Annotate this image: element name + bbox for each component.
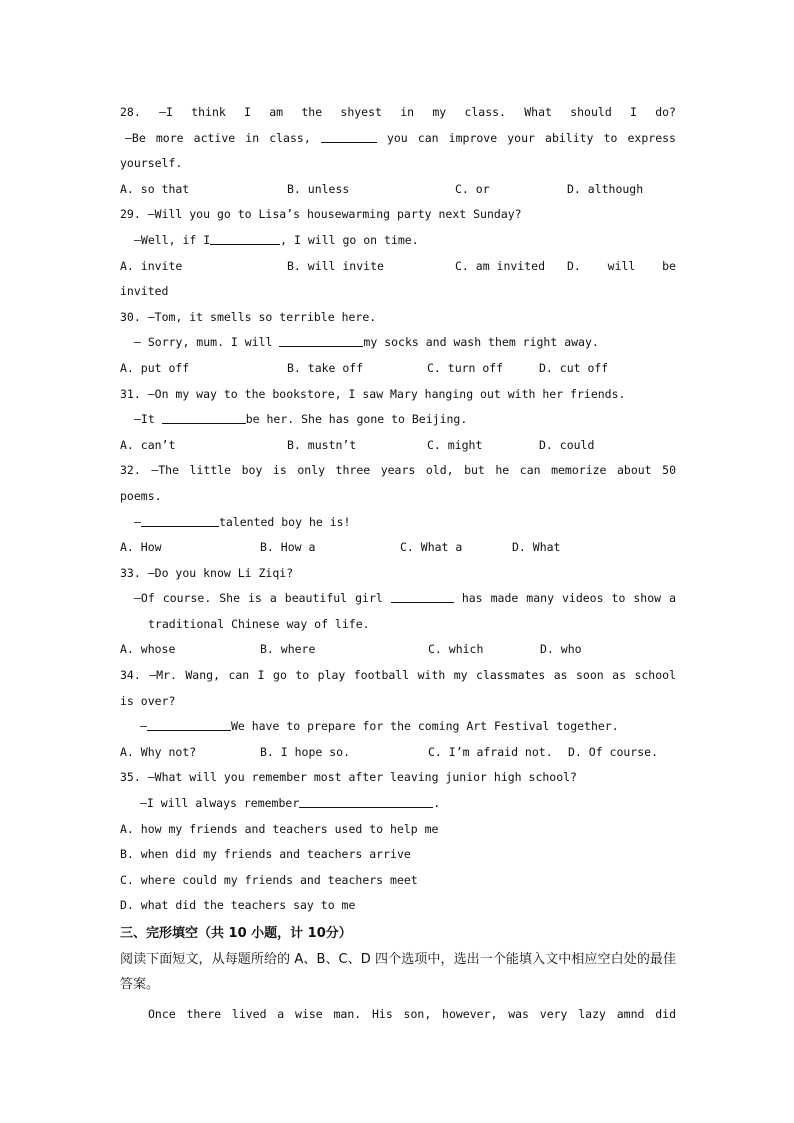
option-c: C. might (427, 437, 483, 452)
option-d: D. Of course. (568, 744, 659, 759)
option-continuation: invited (120, 284, 169, 299)
answer-line: — We have to prepare for the coming Art Festival together. (140, 719, 619, 734)
question-text: —I think I am the shyest in my class. What should I do? (159, 105, 676, 119)
options-row (120, 535, 676, 561)
question-35 (120, 765, 676, 791)
option-a: A. whose (120, 642, 176, 657)
answer-blank (391, 590, 454, 603)
answer-line: —I will always remember . (140, 796, 441, 811)
option-b: B. unless (287, 181, 350, 196)
answer-line: —Of course. She is a beautiful girl has made many videos to show a (134, 591, 676, 606)
answer-blank (210, 232, 280, 245)
option-b: B. will invite (287, 258, 384, 273)
question-text: —Tom, it smells so terrible here. (147, 309, 377, 324)
question-text: —Do you know Li Ziqi? (147, 565, 294, 580)
answer-blank (279, 334, 363, 347)
question-34 (120, 663, 676, 689)
question-number: 31. (120, 386, 141, 401)
question-30 (120, 305, 676, 331)
question-text: —On my way to the bookstore, I saw Mary hanging out with her friends. (147, 386, 626, 401)
option-b: B. when did my friends and teachers arrive (120, 847, 411, 862)
question-number: 34. (120, 668, 141, 683)
option-a: A. How (120, 540, 162, 555)
passage-first-line: Once there lived a wise man. His son, however, was very lazy amnd did (148, 1007, 676, 1021)
option-a: A. put off (120, 360, 190, 375)
question-29 (120, 202, 676, 228)
answer-line: —Well, if I , I will go on time. (134, 232, 419, 247)
question-32 (120, 458, 676, 484)
option-a: A. so that (120, 181, 190, 196)
answer-blank (162, 411, 246, 424)
answer-blank (141, 514, 219, 527)
options-row (120, 177, 676, 203)
question-number: 33. (120, 565, 141, 580)
option-c: C. where could my friends and teachers meet (120, 872, 418, 887)
option-a: A. invite (120, 258, 183, 273)
option-b: B. How a (260, 540, 316, 555)
option-c: C. I’m afraid not. (428, 744, 553, 759)
answer-continuation: traditional Chinese way of life. (148, 616, 370, 631)
option-d: D. will be (567, 258, 676, 273)
option-c: C. What a (400, 540, 463, 555)
question-continuation: is over? (120, 693, 176, 708)
exam-page (120, 100, 676, 1028)
question-text: —The little boy is only three years old, but he can memorize about 50 (151, 463, 676, 478)
question-text: —What will you remember most after leaving junior high school? (147, 770, 577, 785)
option-a: A. Why not? (120, 744, 197, 759)
section-instruction: 阅读下面短文，从每题所给的 A、B、C、D 四个选项中，选出一个能填入文中相应空白处的最佳答案。 (120, 952, 676, 992)
options-row (120, 254, 676, 280)
option-b: B. mustn’t (287, 437, 357, 452)
option-d: D. What (512, 540, 561, 555)
question-number: 30. (120, 309, 141, 324)
option-c: C. or (455, 181, 490, 196)
option-b: B. take off (287, 360, 364, 375)
option-c: C. am invited (455, 258, 546, 273)
question-number: 28. (120, 105, 141, 119)
question-31 (120, 382, 676, 408)
option-c: C. turn off (427, 360, 504, 375)
answer-blank (299, 795, 433, 808)
answer-line: — talented boy he is! (134, 514, 351, 529)
options-row (120, 433, 676, 459)
options-row (120, 740, 676, 766)
question-number: 35. (120, 770, 141, 785)
answer-blank (147, 718, 231, 731)
answer-line: —It be her. She has gone to Beijing. (134, 412, 468, 427)
section-title: 三、完形填空（共 10 小题，计 10分） (120, 926, 352, 941)
question-text: —Will you go to Lisa’s housewarming party next Sunday? (147, 207, 522, 222)
question-28 (120, 100, 676, 126)
option-a: A. can’t (120, 437, 176, 452)
answer-continuation: yourself. (120, 156, 183, 171)
option-c: C. which (428, 642, 484, 657)
answer-blank (321, 130, 377, 143)
question-number: 32. (120, 463, 141, 478)
option-a: A. how my friends and teachers used to help me (120, 821, 439, 836)
options-row (120, 637, 676, 663)
question-text: —Mr. Wang, can I go to play football with my classmates as soon as school (149, 668, 676, 683)
option-d: D. cut off (539, 360, 609, 375)
answer-line: — Sorry, mum. I will my socks and wash them right away. (134, 335, 599, 350)
question-continuation: poems. (120, 488, 162, 503)
option-b: B. where (260, 642, 316, 657)
option-d: D. could (539, 437, 595, 452)
option-d: D. who (540, 642, 582, 657)
question-33 (120, 561, 676, 587)
answer-line: —Be more active in class, you can improve your ability to express (125, 130, 676, 145)
options-row (120, 356, 676, 382)
option-b: B. I hope so. (260, 744, 351, 759)
question-number: 29. (120, 207, 141, 222)
option-d: D. although (567, 181, 644, 196)
option-d: D. what did the teachers say to me (120, 898, 356, 913)
